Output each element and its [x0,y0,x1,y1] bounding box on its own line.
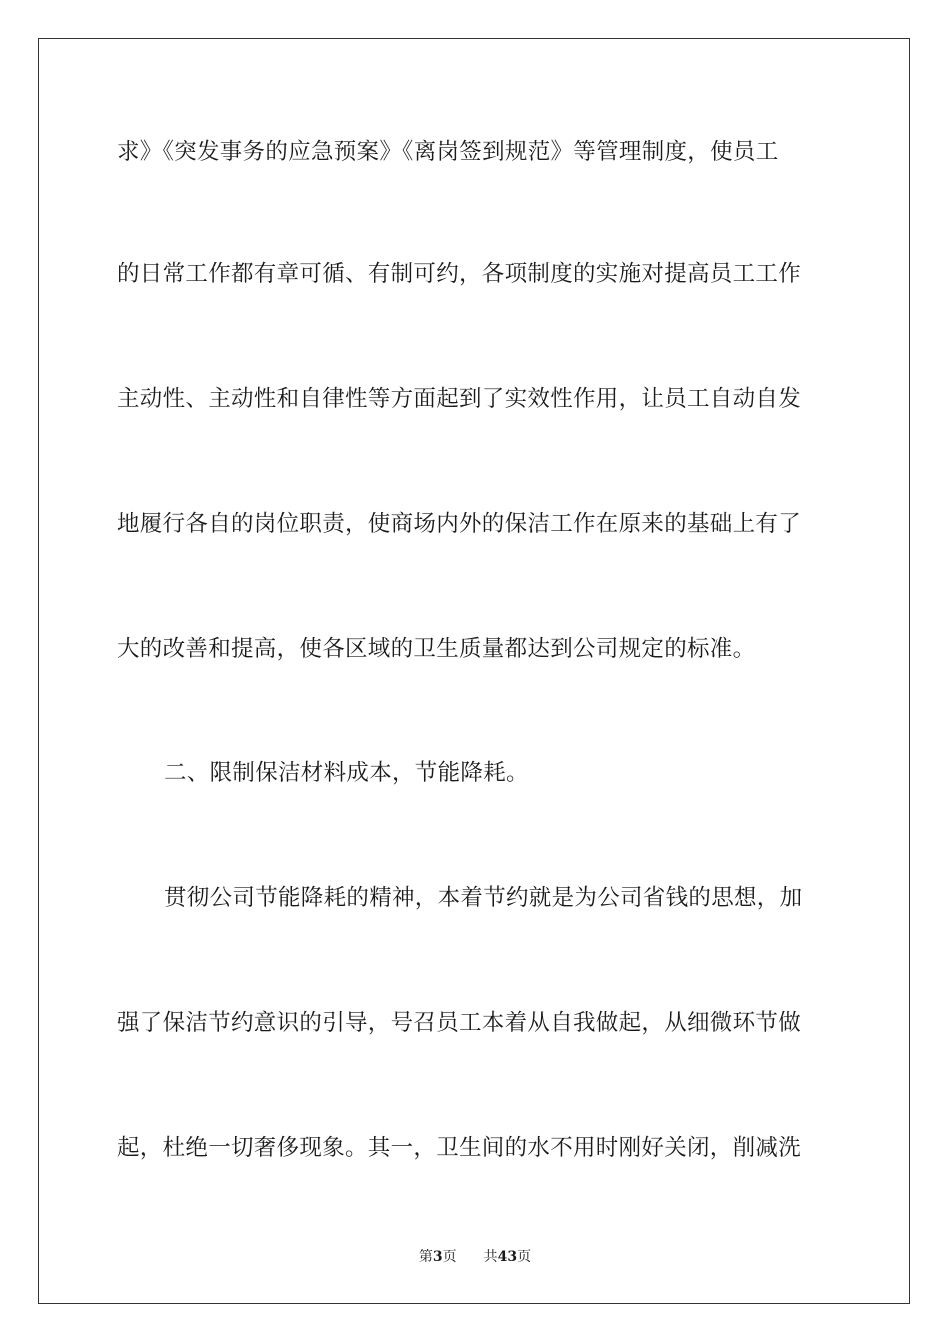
body-line-9: 起，杜绝一切奢侈现象。其一，卫生间的水不用时刚好关闭，削减洗 [117,1135,802,1161]
body-line-8: 强了保洁节约意识的引导，号召员工本着从自我做起，从细微环节做 [117,1010,802,1036]
body-line-5: 大的改善和提高，使各区域的卫生质量都达到公司规定的标准。 [117,636,756,662]
footer-page-prefix: 第 [418,1249,433,1265]
page-border [38,38,910,1304]
footer-total-suffix: 页 [517,1249,532,1265]
body-line-2: 的日常工作都有章可循、有制可约，各项制度的实施对提高员工工作 [117,261,802,287]
page-footer [0,1248,950,1266]
footer-total-prefix: 共 [483,1249,498,1265]
body-line-7: 贯彻公司节能降耗的精神，本着节约就是为公司省钱的思想，加 [164,885,803,911]
body-line-1: 求》《突发事务的应急预案》《离岗签到规范》等管理制度，使员工 [117,139,779,165]
section-heading: 二、限制保洁材料成本，节能降耗。 [164,760,529,786]
footer-total-pages: 43 [497,1249,518,1265]
body-line-4: 地履行各自的岗位职责，使商场内外的保洁工作在原来的基础上有了 [117,511,802,537]
footer-page-suffix: 页 [442,1249,457,1265]
footer-page-number: 3 [432,1249,443,1265]
body-line-3: 主动性、主动性和自律性等方面起到了实效性作用，让员工自动自发 [117,386,802,412]
